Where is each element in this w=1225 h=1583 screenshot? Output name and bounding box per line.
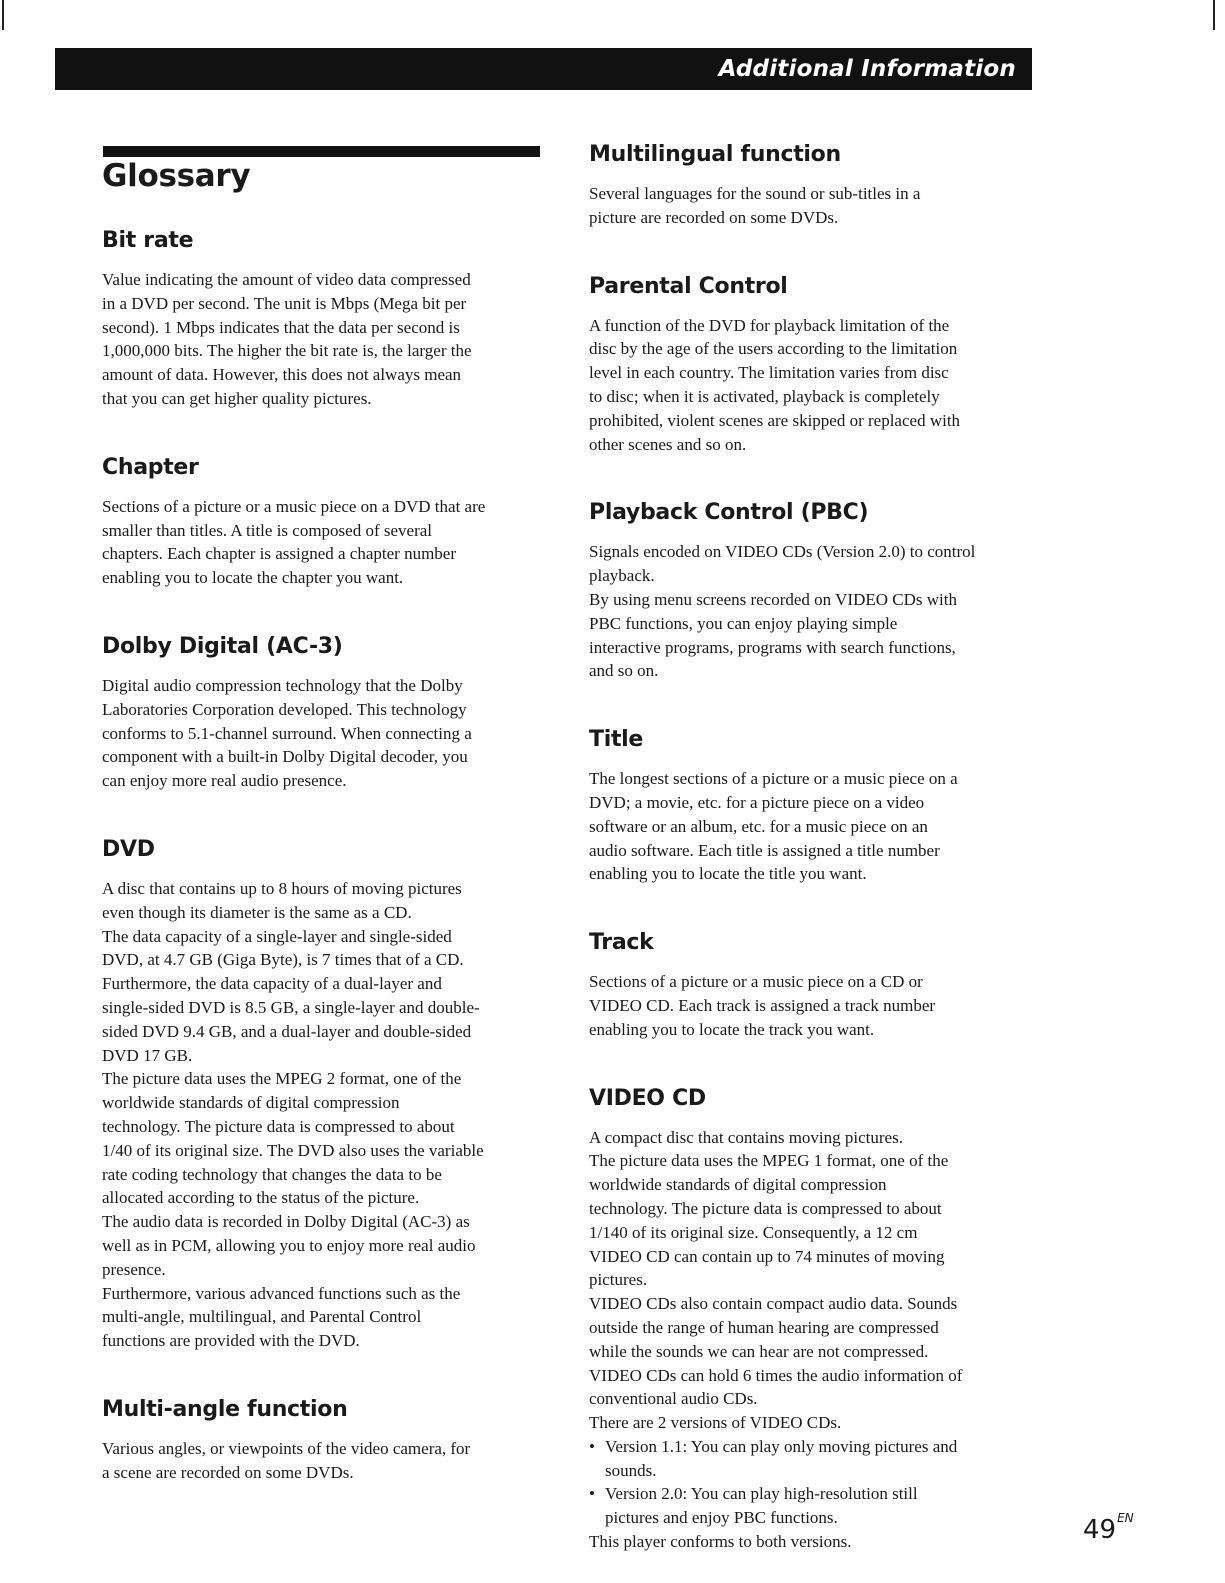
- glossary-entry-chapter: [102, 453, 547, 590]
- entry-term: Dolby Digital (AC-3): [102, 633, 343, 659]
- entry-term: Bit rate: [102, 228, 194, 253]
- glossary-entry-multilingual: [589, 140, 1039, 230]
- entry-term: Playback Control (PBC): [589, 500, 869, 526]
- entry-definition: A function of the DVD for playback limitation of the disc by the age of the users according to the limitation level in each country. The limitation varies from disc to disc; when it is activated, playback is completely prohibited, violent scenes are skipped or replaced with other scenes and so on.: [589, 315, 961, 454]
- edge-mark-left: [2, 0, 4, 30]
- glossary-entry-bit-rate: [102, 226, 547, 411]
- entry-definition: Sections of a picture or a music piece on a DVD that are smaller than titles. A title is composed of several chapters. Each chapter is assigned a chapter number enabling you to locate the chapter you want.: [102, 496, 486, 588]
- entry-term: DVD: [102, 836, 155, 862]
- edge-mark-right: [1213, 0, 1215, 30]
- glossary-rule: [103, 146, 540, 157]
- glossary-title: Glossary: [102, 158, 251, 194]
- glossary-entry-track: [589, 928, 1039, 1041]
- entry-definition: A disc that contains up to 8 hours of moving pictures even though its diameter is the same as a CD. The data capacity of a single-layer and single-sided DVD, at 4.7 GB (Giga Byte), is 7 times that of a CD. Furthermore, the data capacity of a dual-layer and single-sided DVD is 8.5 GB, a single-layer and double- sided DVD 9.4 GB, and a dual-layer and double-sided DVD 17 GB. The picture data uses the MPEG 2 format, one of the worldwide standards of digital compression technology. The picture data is compressed to about 1/40 of its original size. The DVD also uses the variable rate coding technology that changes the data to be allocated according to the status of the picture. The audio data is recorded in Dolby Digital (AC-3) as well as in PCM, allowing you to enjoy more real audio presence. Furthermore, various advanced functions such as the multi-angle, multilingual, and Parental Control functions are provided with the DVD.: [102, 878, 484, 1351]
- entry-term: Chapter: [102, 454, 199, 480]
- glossary-entry-pbc: [589, 498, 1039, 683]
- glossary-entry-dvd: [102, 835, 547, 1353]
- entry-definition: Various angles, or viewpoints of the video camera, for a scene are recorded on some DVDs.: [102, 1438, 471, 1482]
- glossary-entry-parental-control: [589, 272, 1039, 457]
- entry-term: Parental Control: [589, 273, 788, 299]
- glossary-entry-dolby-digital: [102, 632, 547, 793]
- entry-closing-line: This player conforms to both versions.: [589, 1532, 852, 1552]
- right-column: [589, 140, 1039, 1554]
- glossary-entry-title: [589, 725, 1039, 886]
- page-number-value: 49: [1083, 1515, 1117, 1545]
- entry-term: Multi-angle function: [102, 1396, 348, 1422]
- entry-term: VIDEO CD: [589, 1085, 706, 1111]
- entry-definition: The longest sections of a picture or a music piece on a DVD; a movie, etc. for a picture piece on a video software or an album, etc. for a music piece on an audio software. Each title is assigned a title number enabling you to locate the title you want.: [589, 769, 958, 884]
- entry-definition: Value indicating the amount of video data compressed in a DVD per second. The unit is Mbps (Mega bit per second). 1 Mbps indicates that the data per second is 1,000,000 bits. The higher the bit rate is, the larger the amount of data. However, this does not always mean that you can get higher quality pictures.: [102, 270, 472, 408]
- entry-definition: Sections of a picture or a music piece on a CD or VIDEO CD. Each track is assigned a track number enabling you to locate the track you want.: [589, 972, 936, 1039]
- list-item: • Version 1.1: You can play only moving pictures and sounds.: [589, 1435, 1039, 1483]
- section-title: Additional Information: [718, 56, 1016, 82]
- entry-term: Multilingual function: [589, 142, 841, 167]
- version-list: [589, 1435, 1039, 1530]
- entry-definition: Several languages for the sound or sub-titles in a picture are recorded on some DVDs.: [589, 184, 921, 227]
- entry-definition: Signals encoded on VIDEO CDs (Version 2.0) to control playback. By using menu screens recorded on VIDEO CDs with PBC functions, you can enjoy playing simple interactive programs, programs with search functions, and so on.: [589, 542, 976, 681]
- entry-definition: Digital audio compression technology that the Dolby Laboratories Corporation developed. This technology conforms to 5.1-channel surround. When connecting a component with a built-in Dolby Digital decoder, you can enjoy more real audio presence.: [102, 675, 472, 791]
- glossary-entry-video-cd: [589, 1084, 1039, 1554]
- entry-definition: A compact disc that contains moving pictures. The picture data uses the MPEG 1 format, one of the worldwide standards of digital compression technology. The picture data is compressed to about 1/140 of its original size. Consequently, a 12 cm VIDEO CD can contain up to 74 minutes of moving pictures. VIDEO CDs also contain compact audio data. Sounds outside the range of human hearing are compressed while the sounds we can hear are not compressed. VIDEO CDs can hold 6 times the audio information of conventional audio CDs. There are 2 versions of VIDEO CDs.: [589, 1127, 963, 1433]
- glossary-entry-multi-angle: [102, 1395, 547, 1485]
- page-number: [1083, 1511, 1134, 1545]
- entry-term: Track: [589, 930, 654, 956]
- left-column: [102, 226, 547, 1484]
- section-header-bar: [55, 48, 1032, 90]
- page-number-suffix: EN: [1117, 1511, 1134, 1525]
- entry-term: Title: [589, 727, 644, 753]
- list-item: • Version 2.0: You can play high-resolution still pictures and enjoy PBC functions.: [589, 1482, 1039, 1530]
